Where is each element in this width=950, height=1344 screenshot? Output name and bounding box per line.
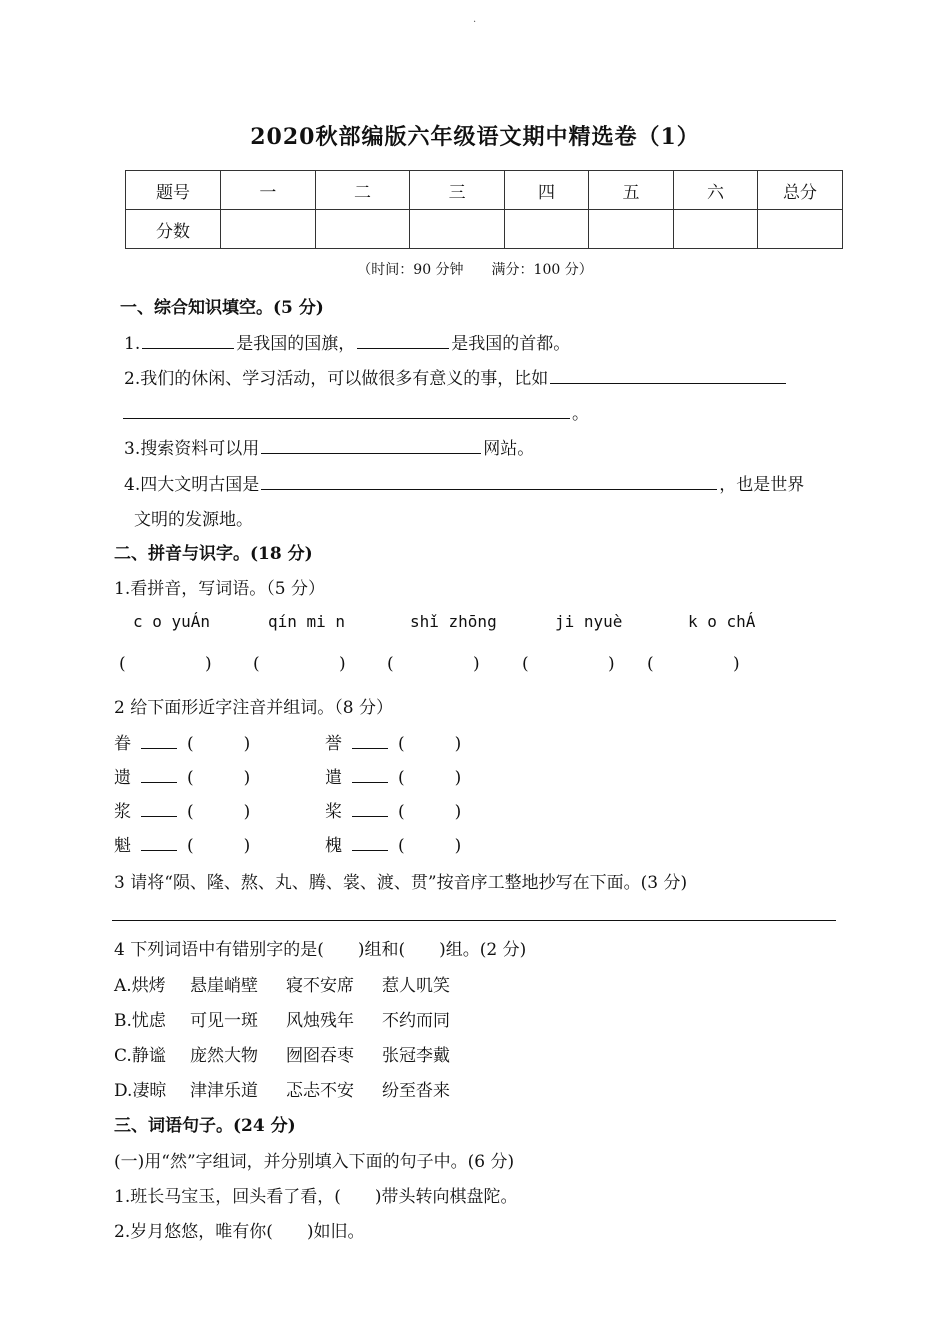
q-text: 网站。 bbox=[483, 439, 535, 459]
score-input-cell[interactable] bbox=[221, 210, 316, 249]
option-label: B. bbox=[114, 1011, 132, 1031]
answer-blank[interactable] bbox=[141, 798, 177, 817]
option-word: 忧虑 bbox=[131, 1011, 166, 1031]
q-text: 4.四大文明古国是 bbox=[124, 475, 260, 495]
char-row bbox=[114, 797, 250, 822]
s1-question-1 bbox=[124, 329, 570, 354]
s2-question-1-title: 1.看拼音，写词语。（5 分） bbox=[114, 579, 325, 599]
answer-line[interactable] bbox=[123, 418, 570, 419]
score-cell: 分数 bbox=[126, 210, 221, 249]
answer-blank[interactable] bbox=[141, 730, 177, 749]
char-item: 魁 bbox=[114, 836, 131, 856]
pinyin-item: qín mi n bbox=[268, 612, 346, 631]
option-word: 寝不安席 bbox=[286, 976, 354, 996]
q-text: 3.搜索资料可以用 bbox=[124, 439, 260, 459]
s3-sentence-2: 2.岁月悠悠，唯有你( )如旧。 bbox=[114, 1222, 365, 1242]
answer-paren-open: ( bbox=[398, 768, 405, 788]
option-label: D. bbox=[114, 1081, 133, 1101]
answer-blank[interactable] bbox=[142, 330, 234, 349]
answer-blank[interactable] bbox=[352, 764, 388, 783]
answer-paren-open: ( bbox=[187, 836, 194, 856]
option-word: 庞然大物 bbox=[190, 1046, 258, 1066]
char-item: 浆 bbox=[114, 802, 131, 822]
char-item: 遗 bbox=[114, 768, 131, 788]
section-2-title: 二、拼音与识字。(18 分) bbox=[114, 544, 313, 564]
answer-paren-close: ) bbox=[733, 654, 740, 674]
score-input-cell[interactable] bbox=[674, 210, 758, 249]
answer-paren-close: ) bbox=[339, 654, 346, 674]
answer-blank[interactable] bbox=[352, 730, 388, 749]
s3-sentence-1: 1.班长马宝玉，回头看了看，( )带头转向棋盘陀。 bbox=[114, 1187, 518, 1207]
s2-question-3-title: 3 请将“陨、隆、熬、丸、腾、裳、渡、贯”按音序工整地抄写在下面。(3 分) bbox=[114, 873, 688, 893]
option-label: A. bbox=[114, 976, 132, 996]
s2-question-2-title: 2 给下面形近字注音并组词。（8 分） bbox=[114, 698, 393, 718]
option-word: 津津乐道 bbox=[190, 1081, 258, 1101]
option-word: 惹人叽笑 bbox=[382, 976, 450, 996]
score-cell: 一 bbox=[221, 171, 316, 210]
char-item: 遣 bbox=[325, 768, 342, 788]
score-input-cell[interactable] bbox=[505, 210, 589, 249]
score-cell: 二 bbox=[315, 171, 410, 210]
answer-paren-close: ) bbox=[243, 802, 251, 822]
q-text: 文明的发源地。 bbox=[134, 510, 253, 530]
option-word: 静谧 bbox=[131, 1046, 166, 1066]
option-word: 可见一斑 bbox=[190, 1011, 258, 1031]
q-text: 。 bbox=[572, 404, 589, 424]
option-row bbox=[114, 1041, 166, 1066]
s1-question-4 bbox=[124, 470, 804, 495]
char-item: 眷 bbox=[114, 734, 131, 754]
option-word: 囫囵吞枣 bbox=[286, 1046, 354, 1066]
option-row bbox=[114, 971, 166, 996]
char-row bbox=[325, 797, 461, 822]
char-row bbox=[114, 763, 250, 788]
page-dot: . bbox=[473, 14, 477, 25]
option-word: 烘烤 bbox=[131, 976, 166, 996]
char-row bbox=[114, 729, 250, 754]
char-row bbox=[325, 831, 461, 856]
answer-paren-close: ) bbox=[243, 768, 251, 788]
exam-info: （时间：90 分钟 满分：100 分） bbox=[357, 262, 593, 278]
answer-paren-open: ( bbox=[187, 802, 194, 822]
answer-paren-open: ( bbox=[119, 654, 126, 674]
option-word: 凄晾 bbox=[132, 1081, 167, 1101]
answer-paren-open: ( bbox=[647, 654, 654, 674]
s1-question-2 bbox=[124, 364, 788, 389]
answer-paren-open: ( bbox=[187, 768, 194, 788]
char-row bbox=[325, 763, 461, 788]
char-item: 誉 bbox=[325, 734, 342, 754]
pinyin-item: shǐ zhōng bbox=[410, 612, 497, 631]
answer-blank[interactable] bbox=[141, 764, 177, 783]
pinyin-item: k o chÁ bbox=[688, 612, 756, 631]
section-3-title: 三、词语句子。(24 分) bbox=[114, 1116, 296, 1136]
answer-paren-open: ( bbox=[187, 734, 194, 754]
score-cell: 三 bbox=[410, 171, 505, 210]
answer-paren-close: ) bbox=[454, 768, 462, 788]
option-label: C. bbox=[114, 1046, 132, 1066]
option-word: 悬崖峭壁 bbox=[190, 976, 258, 996]
s1-question-3 bbox=[124, 434, 534, 459]
answer-paren-close: ) bbox=[454, 836, 462, 856]
q-text: ，也是世界 bbox=[719, 475, 805, 495]
option-word: 纷至沓来 bbox=[382, 1081, 450, 1101]
score-input-cell[interactable] bbox=[589, 210, 674, 249]
answer-blank[interactable] bbox=[352, 798, 388, 817]
answer-paren-open: ( bbox=[398, 802, 405, 822]
q-number: 1. bbox=[124, 334, 141, 354]
answer-paren-close: ) bbox=[473, 654, 480, 674]
answer-paren-open: ( bbox=[398, 734, 405, 754]
char-item: 槐 bbox=[325, 836, 342, 856]
answer-line[interactable] bbox=[112, 920, 836, 921]
score-cell: 六 bbox=[674, 171, 758, 210]
answer-paren-open: ( bbox=[522, 654, 529, 674]
q-text: 是我国的国旗， bbox=[236, 334, 356, 354]
answer-paren-close: ) bbox=[205, 654, 212, 674]
answer-blank[interactable] bbox=[141, 832, 177, 851]
option-word: 张冠李戴 bbox=[382, 1046, 450, 1066]
score-cell: 题号 bbox=[126, 171, 221, 210]
score-table-value-row bbox=[126, 210, 843, 249]
answer-paren-close: ) bbox=[608, 654, 615, 674]
q-text: 2.我们的休闲、学习活动，可以做很多有意义的事，比如 bbox=[124, 369, 549, 389]
answer-paren-open: ( bbox=[398, 836, 405, 856]
answer-blank[interactable] bbox=[261, 471, 717, 490]
section-1-title: 一、综合知识填空。(5 分) bbox=[120, 298, 324, 318]
answer-paren-open: ( bbox=[253, 654, 260, 674]
score-table bbox=[125, 170, 843, 249]
answer-blank[interactable] bbox=[261, 435, 481, 454]
q-text: 是我国的首都。 bbox=[451, 334, 571, 354]
option-word: 风烛残年 bbox=[286, 1011, 354, 1031]
score-input-cell[interactable] bbox=[315, 210, 410, 249]
answer-paren-close: ) bbox=[243, 734, 251, 754]
page-title: 2020秋部编版六年级语文期中精选卷（1） bbox=[250, 124, 700, 150]
score-table-header-row bbox=[126, 171, 843, 210]
score-cell: 总分 bbox=[758, 171, 843, 210]
option-word: 不约而同 bbox=[382, 1011, 450, 1031]
answer-paren-close: ) bbox=[454, 802, 462, 822]
score-input-cell[interactable] bbox=[410, 210, 505, 249]
pinyin-item: ji nyuè bbox=[555, 612, 623, 631]
answer-blank[interactable] bbox=[357, 330, 449, 349]
score-cell: 五 bbox=[589, 171, 674, 210]
option-word: 忑忐不安 bbox=[286, 1081, 354, 1101]
score-input-cell[interactable] bbox=[758, 210, 843, 249]
score-cell: 四 bbox=[505, 171, 589, 210]
answer-paren-open: ( bbox=[387, 654, 394, 674]
answer-paren-close: ) bbox=[243, 836, 251, 856]
s3-subtitle-1: (一)用“然”字组词，并分别填入下面的句子中。(6 分) bbox=[114, 1152, 515, 1172]
pinyin-item: c o yuÁn bbox=[133, 612, 211, 631]
answer-blank[interactable] bbox=[352, 832, 388, 851]
s2-question-4-title: 4 下列词语中有错别字的是( )组和( )组。(2 分) bbox=[114, 940, 527, 960]
option-row bbox=[114, 1076, 166, 1101]
char-item: 桨 bbox=[325, 802, 342, 822]
answer-paren-close: ) bbox=[454, 734, 462, 754]
answer-blank[interactable] bbox=[550, 365, 786, 384]
option-row bbox=[114, 1006, 166, 1031]
char-row bbox=[114, 831, 250, 856]
char-row bbox=[325, 729, 461, 754]
